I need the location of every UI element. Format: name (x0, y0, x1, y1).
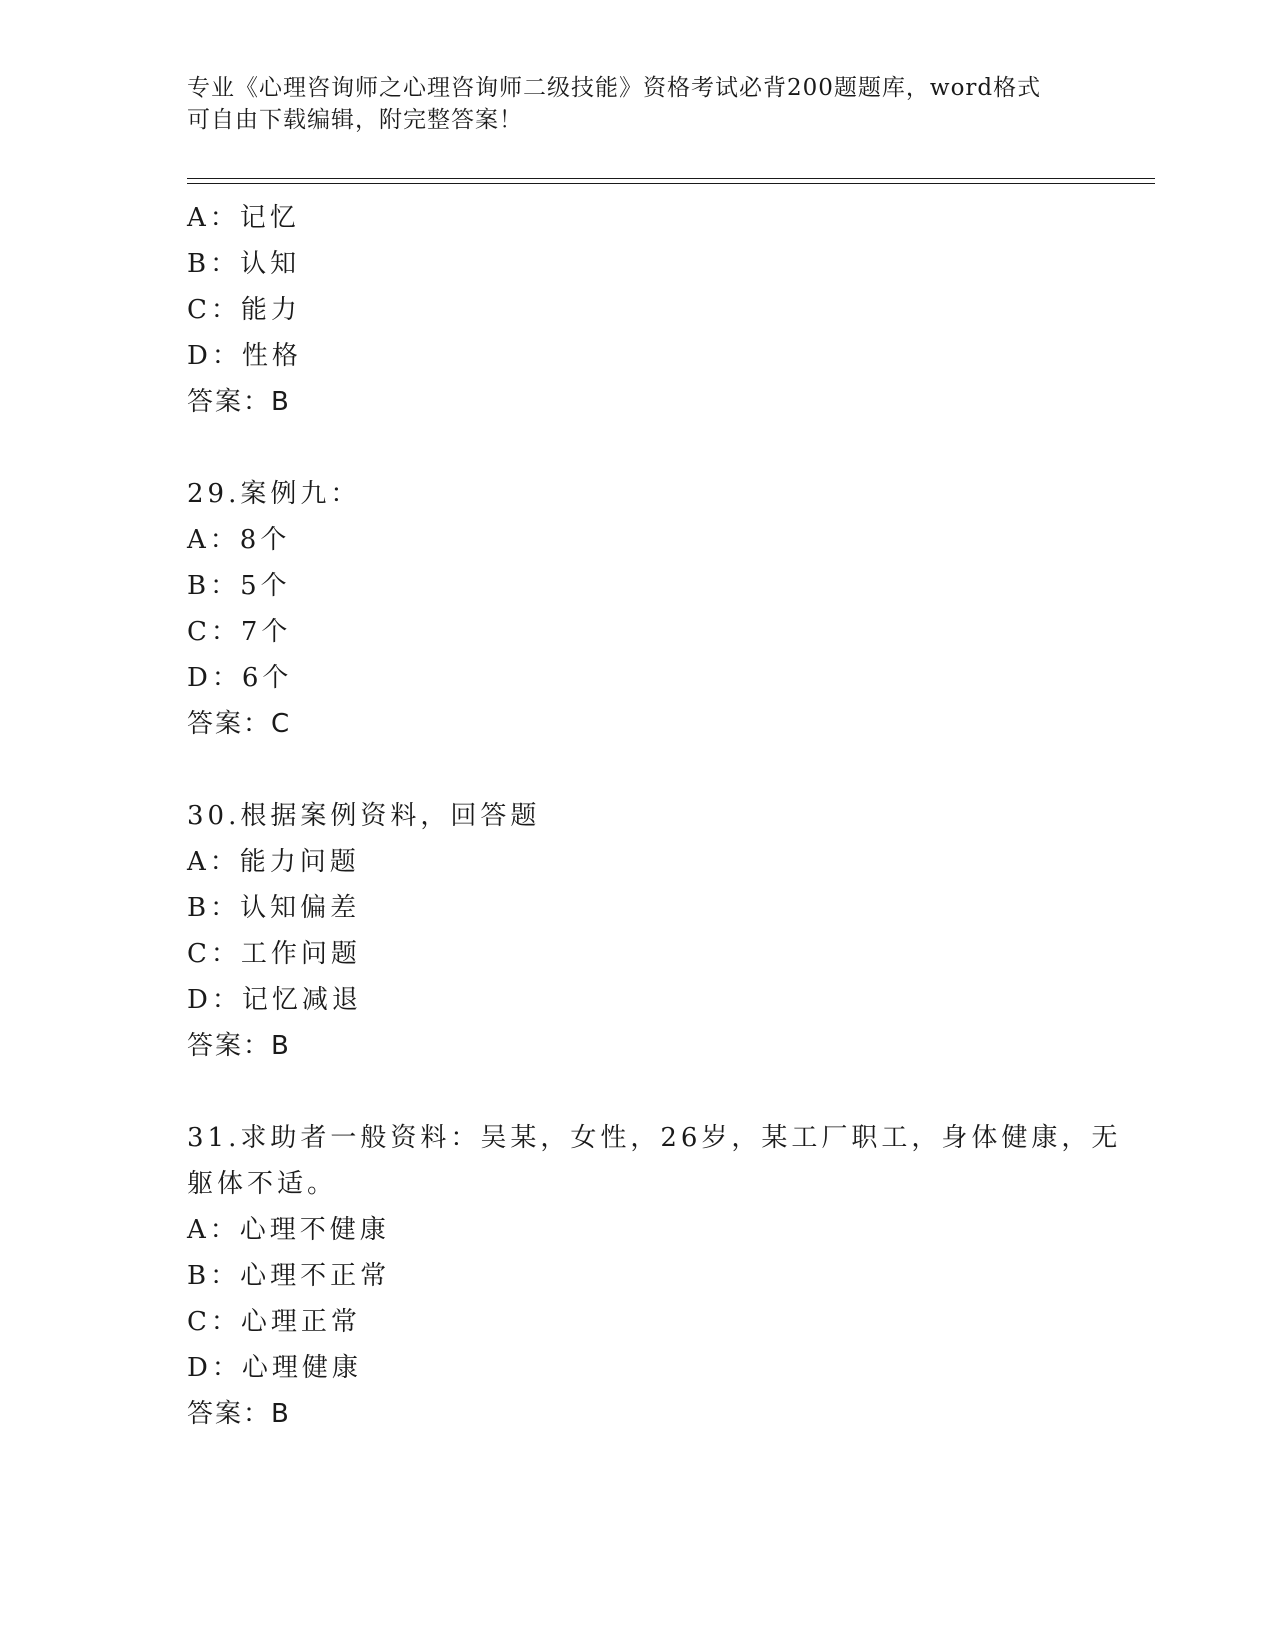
option-d: D：记忆减退 (187, 985, 362, 1015)
option-a: A：8个 (187, 525, 291, 555)
question-title-line-2: 躯体不适。 (187, 1169, 338, 1199)
question-block-29 (187, 471, 1087, 747)
question-block-28 (187, 195, 1087, 425)
header-line-1: 专业《心理咨询师之心理咨询师二级技能》资格考试必背200题题库，word格式 (187, 75, 1042, 101)
document-header (187, 72, 1087, 136)
question-block-30 (187, 793, 1087, 1069)
option-b: B：认知偏差 (187, 893, 361, 923)
answer-line: 答案：B (187, 1399, 291, 1429)
question-title: 30.根据案例资料，回答题 (187, 801, 541, 831)
answer-line: 答案：B (187, 387, 291, 417)
option-d: D：心理健康 (187, 1353, 362, 1383)
option-c: C：心理正常 (187, 1307, 361, 1337)
question-title-line-1: 31.求助者一般资料：吴某，女性，26岁，某工厂职工，身体健康，无 (187, 1123, 1122, 1153)
option-d: D：性格 (187, 341, 302, 371)
option-a: A：心理不健康 (187, 1215, 390, 1245)
option-d: D：6个 (187, 663, 293, 693)
header-divider-top (187, 178, 1155, 179)
question-list (187, 195, 1122, 1437)
option-c: C：工作问题 (187, 939, 361, 969)
header-divider-bottom (187, 183, 1155, 184)
spacer (187, 747, 1087, 793)
option-c: C：7个 (187, 617, 292, 647)
option-b: B：认知 (187, 249, 301, 279)
option-a: A：能力问题 (187, 847, 360, 877)
question-block-31 (187, 1115, 1122, 1437)
option-a: A：记忆 (187, 203, 300, 233)
answer-line: 答案：C (187, 709, 292, 739)
option-b: B：5个 (187, 571, 291, 601)
answer-line: 答案：B (187, 1031, 291, 1061)
option-b: B：心理不正常 (187, 1261, 391, 1291)
header-line-2: 可自由下载编辑，附完整答案！ (187, 107, 523, 133)
spacer (187, 1069, 1087, 1115)
option-c: C：能力 (187, 295, 301, 325)
spacer (187, 425, 1087, 471)
question-title: 29.案例九： (187, 479, 361, 509)
